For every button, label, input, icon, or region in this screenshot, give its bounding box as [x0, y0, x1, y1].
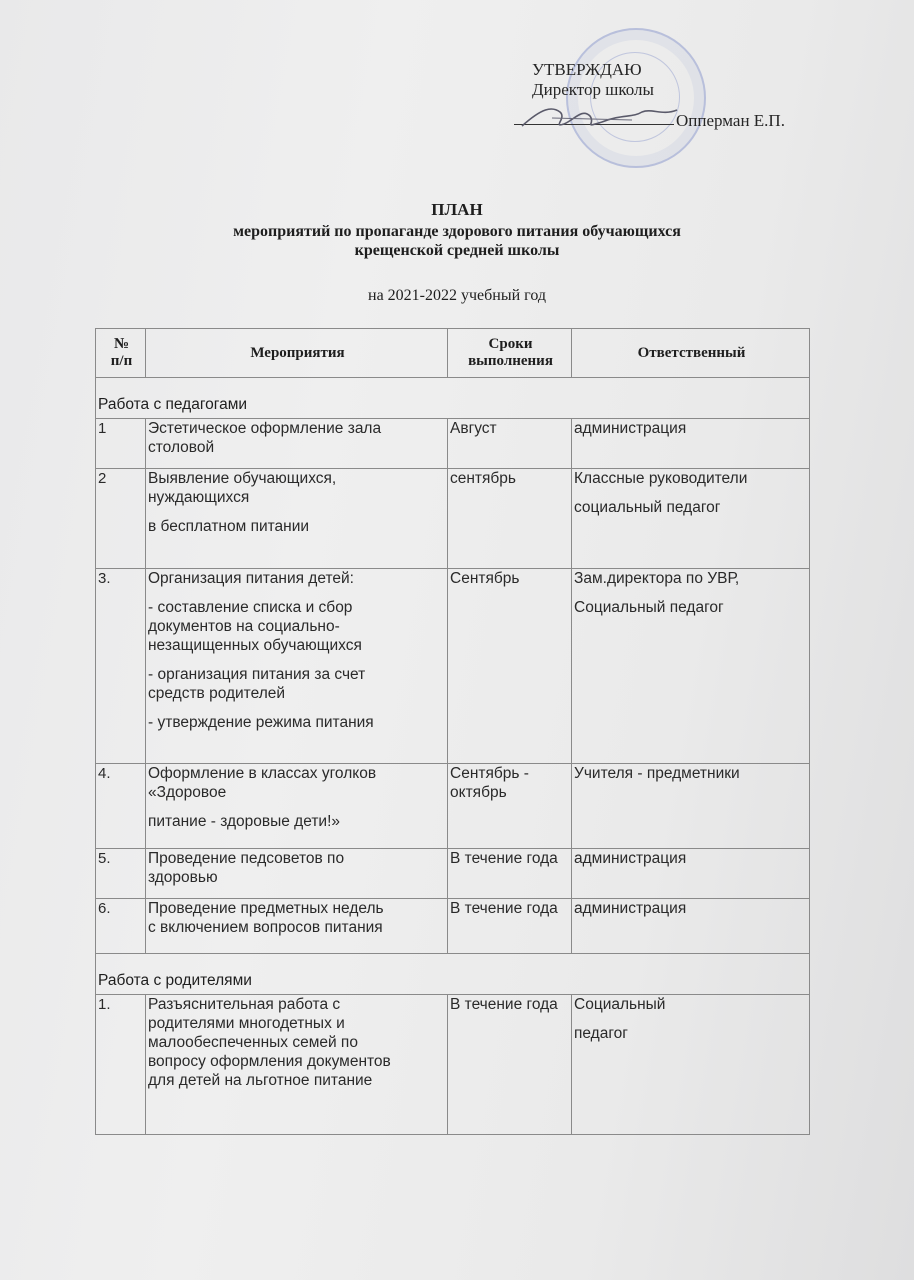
row-number: 3. [96, 569, 146, 764]
plan-table [95, 328, 810, 1135]
approval-position: Директор школы [532, 80, 654, 99]
row-responsible-line: Социальный педагог [574, 599, 724, 616]
row-event-line: вопросу оформления документов [148, 1053, 391, 1070]
row-term-line: Сентябрь [450, 570, 520, 587]
section-teachers: Работа с педагогами [96, 378, 810, 419]
row-term-line: В течение года [450, 996, 558, 1013]
row-event-line: незащищенных обучающихся [148, 637, 362, 654]
row-number: 1. [96, 995, 146, 1135]
row-responsible-line: Классные руководители [574, 470, 748, 487]
row-event-line: родителями многодетных и [148, 1015, 345, 1032]
section-row [96, 378, 810, 419]
table-row [96, 419, 810, 469]
table-row [96, 995, 810, 1135]
plan-title: ПЛАН [431, 200, 483, 219]
row-event-line: Организация питания детей: [148, 570, 354, 587]
row-term [448, 569, 572, 764]
row-event-line: документов на социально- [148, 618, 340, 635]
row-event-line: с включением вопросов питания [148, 919, 383, 936]
row-event-line: Оформление в классах уголков [148, 765, 377, 782]
row-event-line: «Здоровое [148, 784, 227, 801]
row-responsible [572, 995, 810, 1135]
row-event-line: - утверждение режима питания [148, 714, 374, 731]
table-row [96, 469, 810, 569]
header-term: Сроки выполнения [448, 329, 572, 378]
row-event-line: столовой [148, 439, 215, 456]
row-term [448, 764, 572, 849]
row-number: 4. [96, 764, 146, 849]
section-parents: Работа с родителями [96, 954, 810, 995]
approval-block [532, 60, 785, 130]
row-responsible [572, 569, 810, 764]
header-responsible: Ответственный [572, 329, 810, 378]
row-term-line: Сентябрь - [450, 765, 529, 782]
table-row [96, 569, 810, 764]
row-event [146, 849, 448, 899]
row-event-line: Проведение педсоветов по [148, 850, 345, 867]
row-number: 5. [96, 849, 146, 899]
header-event: Мероприятия [146, 329, 448, 378]
row-event [146, 764, 448, 849]
row-responsible-line: администрация [574, 900, 687, 917]
row-event [146, 995, 448, 1135]
approval-heading: УТВЕРЖДАЮ [532, 60, 642, 79]
row-term-line: В течение года [450, 900, 558, 917]
row-event-line: Проведение предметных недель [148, 900, 384, 917]
approval-signer: Опперман Е.П. [676, 111, 785, 130]
row-event-line: нуждающихся [148, 489, 250, 506]
row-event-line: - составление списка и сбор [148, 599, 353, 616]
row-term [448, 995, 572, 1135]
row-event-line: в бесплатном питании [148, 518, 310, 535]
row-responsible-line: администрация [574, 850, 687, 867]
row-number: 6. [96, 899, 146, 954]
table-row [96, 849, 810, 899]
row-term [448, 469, 572, 569]
plan-year: на 2021-2022 учебный год [368, 287, 546, 304]
row-event-line: Эстетическое оформление зала [148, 420, 382, 437]
row-event-line: для детей на льготное питание [148, 1072, 373, 1089]
plan-subtitle-line2: крещенской средней школы [354, 242, 560, 259]
row-event [146, 899, 448, 954]
row-event-line: средств родителей [148, 685, 286, 702]
row-responsible-line: педагог [574, 1025, 628, 1042]
header-number: № п/п [96, 329, 146, 378]
row-responsible [572, 849, 810, 899]
row-event-line: питание - здоровые дети!» [148, 813, 341, 830]
row-responsible [572, 419, 810, 469]
row-event-line: - организация питания за счет [148, 666, 366, 683]
plan-subtitle-line1: мероприятий по пропаганде здорового питания обучающихся [233, 223, 681, 240]
row-term [448, 849, 572, 899]
row-responsible-line: социальный педагог [574, 499, 721, 516]
director-signature [512, 98, 682, 138]
row-responsible-line: администрация [574, 420, 687, 437]
row-event [146, 419, 448, 469]
plan-subtitle [0, 222, 914, 260]
table-header-row [96, 329, 810, 378]
row-event [146, 569, 448, 764]
row-term [448, 419, 572, 469]
row-term-line: сентябрь [450, 470, 516, 487]
section-row [96, 954, 810, 995]
row-event-line: Выявление обучающихся, [148, 470, 337, 487]
row-responsible-line: Учителя - предметники [574, 765, 740, 782]
row-responsible [572, 469, 810, 569]
row-responsible-line: Социальный [574, 996, 666, 1013]
row-responsible-line: Зам.директора по УВР, [574, 570, 740, 587]
row-responsible [572, 899, 810, 954]
row-event-line: здоровью [148, 869, 218, 886]
row-event-line: Разъяснительная работа с [148, 996, 341, 1013]
row-number: 2 [96, 469, 146, 569]
row-term-line: В течение года [450, 850, 558, 867]
table-row [96, 899, 810, 954]
table-row [96, 764, 810, 849]
row-term [448, 899, 572, 954]
row-event [146, 469, 448, 569]
row-event-line: малообеспеченных семей по [148, 1034, 358, 1051]
row-responsible [572, 764, 810, 849]
row-term-line: Август [450, 420, 497, 437]
row-term-line: октябрь [450, 784, 507, 801]
row-number: 1 [96, 419, 146, 469]
